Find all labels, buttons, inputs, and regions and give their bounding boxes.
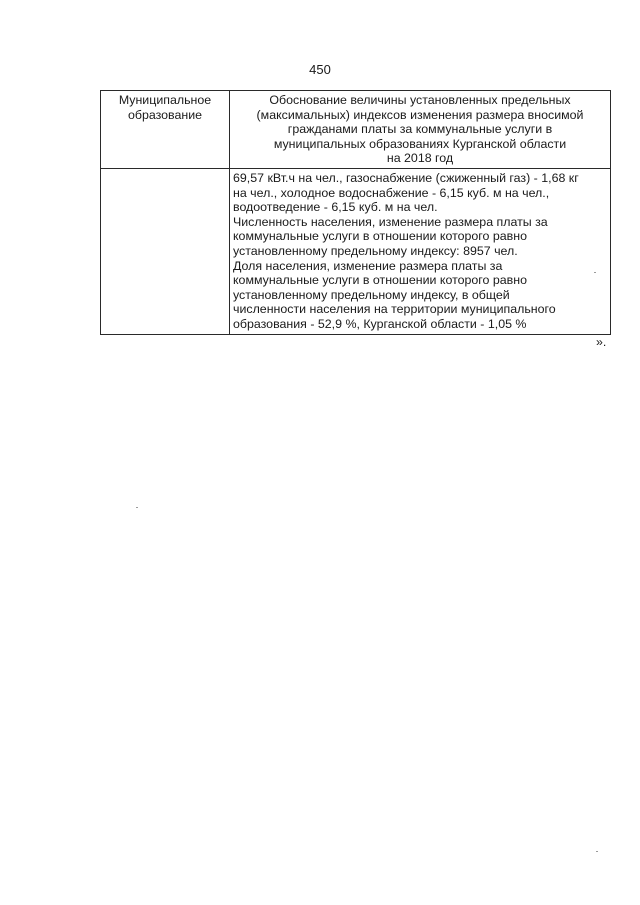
justification-table: [100, 90, 611, 335]
justification-line: Численность населения, изменение размера платы за: [233, 214, 548, 229]
justification-line: на чел., холодное водоснабжение - 6,15 куб. м на чел.,: [233, 185, 550, 200]
scan-speck: [136, 507, 138, 508]
closing-quote: ».: [596, 335, 607, 349]
justification-line: водоотведение - 6,15 куб. м на чел.: [233, 200, 438, 215]
table-header-row: [101, 91, 611, 169]
table-row: [101, 168, 611, 334]
header-justification: [230, 91, 611, 169]
justification-line: образования - 52,9 %, Курганской области - 1,05 %: [233, 316, 527, 331]
header-line: (максимальных) индексов изменения размера вносимой: [256, 107, 584, 122]
page-number: 450: [309, 62, 331, 77]
scan-speck: [596, 851, 598, 852]
header-municipality: Муниципальное образование: [101, 91, 230, 169]
justification-cell: [230, 168, 611, 334]
justification-line: Доля населения, изменение размера платы за: [233, 258, 503, 273]
municipality-cell: [101, 168, 230, 334]
justification-line: коммунальные услуги в отношении которого равно: [233, 273, 527, 288]
header-line: муниципальных образованиях Курганской области: [273, 136, 567, 151]
justification-line: установленному предельному индексу: 8957 чел.: [233, 243, 518, 258]
header-line: на 2018 год: [386, 151, 454, 166]
justification-line: численности населения на территории муниципального: [233, 302, 556, 317]
justification-line: коммунальные услуги в отношении которого равно: [233, 229, 527, 244]
header-line: гражданами платы за коммунальные услуги в: [287, 122, 553, 137]
header-line: Обоснование величины установленных предельных: [269, 93, 571, 107]
scan-speck: [594, 272, 596, 273]
justification-line: установленному предельному индексу, в общей: [233, 287, 510, 302]
justification-line: 69,57 кВт.ч на чел., газоснабжение (сжиженный газ) - 1,68 кг: [233, 170, 579, 185]
